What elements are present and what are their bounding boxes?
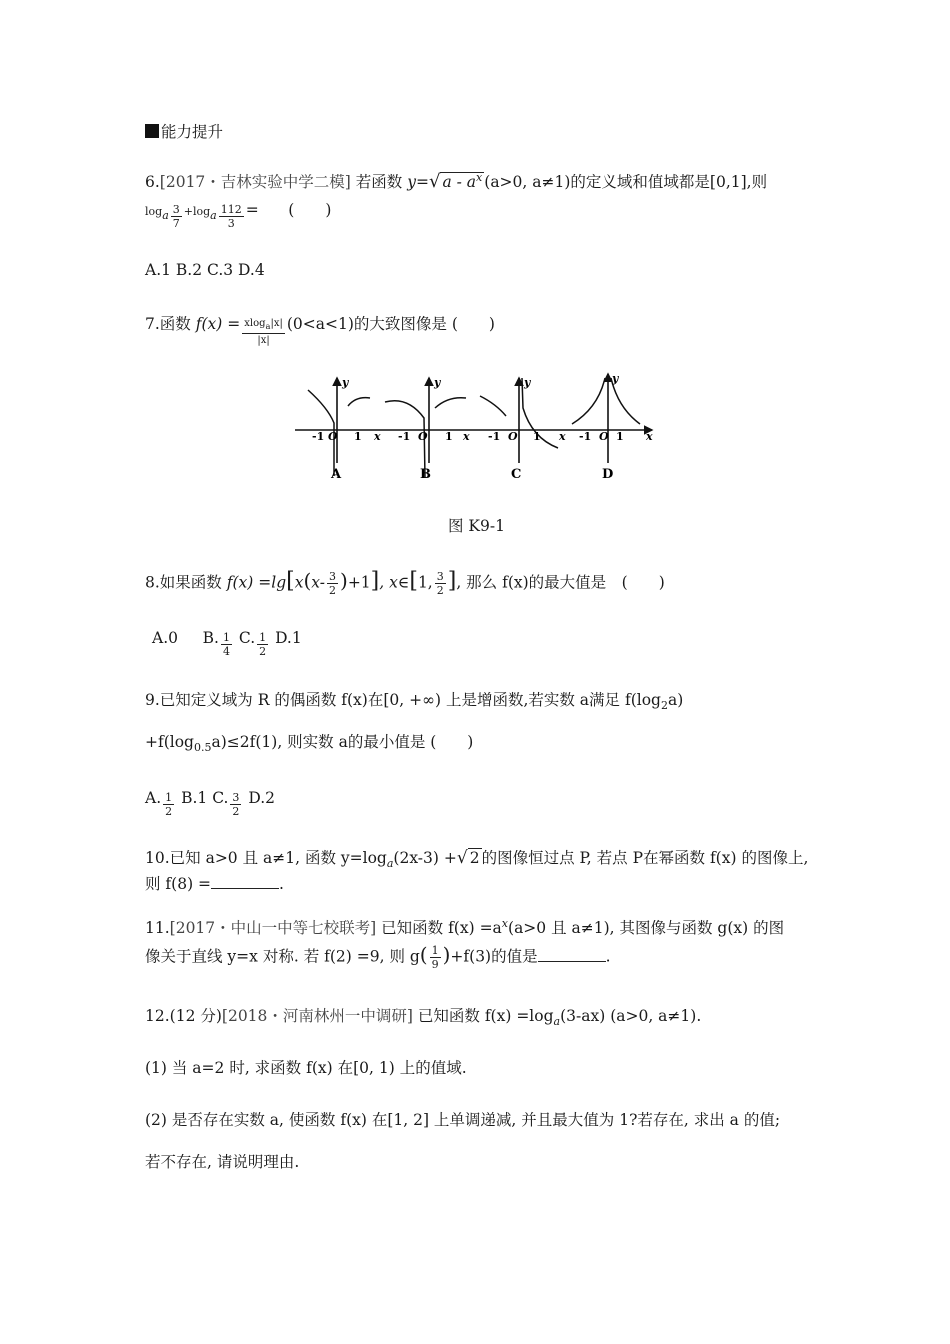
svg-text:O: O: [508, 430, 518, 443]
graph-label-b: B: [420, 467, 431, 482]
svg-text:-1: -1: [398, 430, 411, 443]
graph-label-d: D: [602, 467, 614, 482]
question-12-part-1: (1) 当 a=2 时, 求函数 f(x) 在[0, 1) 上的值域.: [145, 1059, 467, 1077]
figure-caption: 图 K9-1: [448, 517, 505, 535]
question-11-line-1: 11.[2017・中山一中等七校联考] 已知函数 $f(x) =a^x(a>0$ 且 a≠1), 其图像与函数 g(x) 的图: [145, 917, 785, 938]
question-6-line-2: $\log_a$ $\frac{3}{7}$ $+\log_a$ $\frac{112}{3}$ = ( ): [145, 201, 332, 230]
figure-k9-1: [290, 368, 665, 488]
question-6-line-1: 6.[2017・吉林实验中学二模] 若函数 y=√ a - $a^x$ (a>0, a≠1)的定义域和值域都是[0,1],则: [145, 171, 768, 193]
svg-text:y: y: [342, 376, 349, 389]
question-10-line-1: 10.已知 a>0 且 a≠1, 函数 $y=\log_a(2x-3)$ +√ 2 的图像恒过点 P, 若点 P在幂函数 f(x) 的图像上,: [145, 848, 809, 871]
graph-label-a: A: [331, 467, 342, 482]
fraction: $\frac{3}{2}$: [436, 570, 444, 597]
graph-label-c: C: [511, 467, 522, 482]
question-6-options: A.1 B.2 C.3 D.4: [145, 261, 265, 279]
radical-expression: a - $a^x$: [442, 171, 483, 192]
svg-text:x: x: [463, 430, 470, 443]
graph-c: [480, 376, 566, 482]
fraction: $\frac{112}{3}$: [220, 203, 242, 230]
graph-a: [308, 376, 381, 482]
question-8-line: 8.如果函数 f(x) =lg[x(x- $\frac{3}{2}$ )+1], x∈[1, $\frac{3}{2}$ ], 那么 f(x)的最大值是 ( ): [145, 568, 665, 597]
svg-text:x: x: [559, 430, 566, 443]
svg-text:y: y: [524, 376, 531, 389]
fraction: $\frac{1}{9}$: [431, 944, 439, 971]
svg-text:O: O: [418, 430, 428, 443]
svg-text:1: 1: [445, 430, 453, 443]
question-8-options: A.0 B. $\frac{1}{4}$ C. $\frac{1}{2}$ D.1: [152, 629, 302, 658]
svg-text:x: x: [646, 430, 653, 443]
question-9-line-1: 9.已知定义域为 R 的偶函数 f(x)在[0, +∞) 上是增函数,若实数 a满足 $f(\log_2a)$: [145, 691, 684, 713]
question-12-line-1: 12.(12 分)[2018・河南林州一中调研] 已知函数 $f(x) =\log_a(3-ax)$ (a>0, a≠1).: [145, 1007, 702, 1029]
question-7-line: 7.函数 f(x) = $\frac{xlog_a|x|}{|x|}$ (0<a<1)的大致图像是 ( ): [145, 315, 495, 346]
question-9-options: A. $\frac{1}{2}$ B.1 C. $\frac{3}{2}$ D.2: [145, 789, 276, 818]
question-number: 6.: [145, 173, 160, 192]
question-10-line-2: 则 f(8) = .: [145, 875, 284, 893]
fraction: $\frac{1}{2}$: [165, 791, 173, 818]
question-11-line-2: 像关于直线 y=x 对称. 若 f(2) =9, 则 g( $\frac{1}{9}$ )+f(3)的值是 .: [145, 942, 611, 971]
fraction: $\frac{1}{4}$: [222, 631, 230, 658]
condition-text: (a>0, a≠1): [484, 173, 571, 192]
answer-paren: ( ): [288, 201, 332, 219]
svg-text:y: y: [612, 372, 619, 385]
section-title: 能力提升: [161, 123, 224, 141]
square-bullet-icon: [145, 124, 159, 138]
svg-text:O: O: [328, 430, 338, 443]
graph-d: [572, 372, 653, 482]
question-9-line-2: $+f(\log_{0.5}a)\le 2f(1)$, 则实数 a的最小值是 ( ): [145, 733, 474, 755]
question-12-part-2-cont: 若不存在, 请说明理由.: [145, 1153, 300, 1171]
svg-text:1: 1: [533, 430, 541, 443]
svg-text:-1: -1: [488, 430, 501, 443]
function-expression: y=: [407, 173, 429, 192]
question-text: 的定义域和值域都是[0,1],则: [570, 173, 768, 192]
svg-text:x: x: [374, 430, 381, 443]
svg-text:-1: -1: [579, 430, 592, 443]
graph-b: [385, 376, 470, 482]
fraction: $\frac{3}{7}$: [172, 203, 180, 230]
svg-text:-1: -1: [312, 430, 325, 443]
svg-text:y: y: [434, 376, 441, 389]
answer-blank[interactable]: [211, 874, 279, 889]
svg-text:1: 1: [616, 430, 624, 443]
svg-text:O: O: [599, 430, 609, 443]
answer-blank[interactable]: [538, 947, 606, 962]
question-source: [2017・吉林实验中学二模]: [159, 173, 351, 192]
section-header: [145, 122, 223, 142]
question-text: 若函数: [355, 173, 403, 192]
fraction: $\frac{xlog_a|x|}{|x|}$: [244, 318, 283, 346]
question-12-part-2: (2) 是否存在实数 a, 使函数 f(x) 在[1, 2] 上单调递减, 并且最大值为 1?若存在, 求出 a 的值;: [145, 1111, 781, 1129]
function-expression: f(x) =: [195, 315, 241, 333]
svg-text:1: 1: [354, 430, 362, 443]
fraction: $\frac{3}{2}$: [232, 791, 240, 818]
fraction: $\frac{1}{2}$: [259, 631, 267, 658]
fraction: $\frac{3}{2}$: [329, 570, 336, 597]
